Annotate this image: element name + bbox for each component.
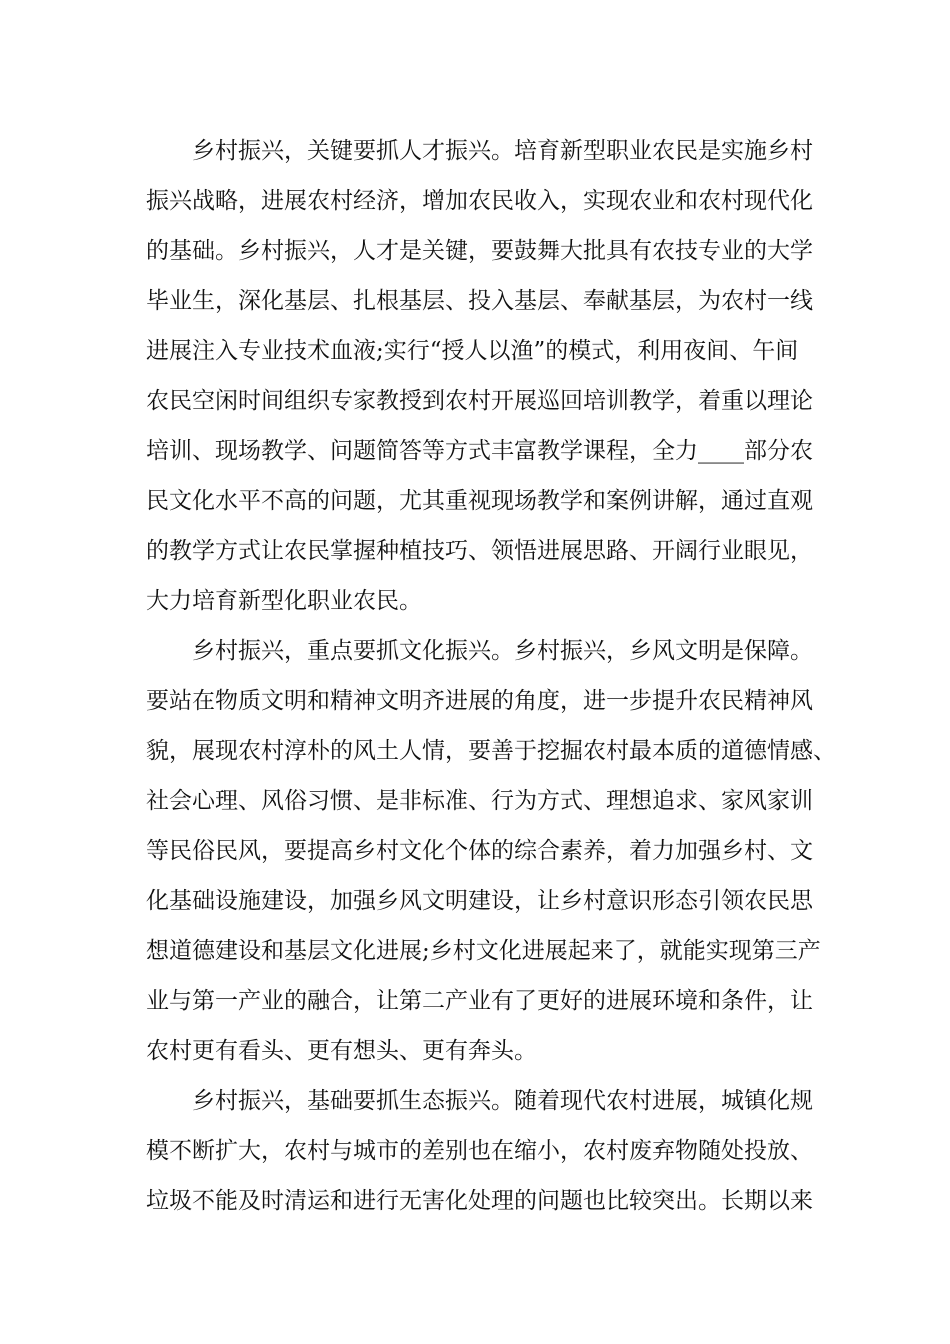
paragraph-1-line-10: 大力培育新型化职业农民。 [146,588,422,614]
paragraph-1-line-2: 振兴战略，进展农村经济，增加农民收入，实现农业和农村现代化 [146,188,813,214]
paragraph-3-line-3: 垃圾不能及时清运和进行无害化处理的问题也比较突出。长期以来 [146,1188,813,1214]
paragraph-3-line-1: 乡村振兴，基础要抓生态振兴。随着现代农村进展，城镇化规 [192,1088,813,1114]
paragraph-3-line-2: 模不断扩大，农村与城市的差别也在缩小，农村废弃物随处投放、 [146,1138,813,1164]
paragraph-1-line-5: 进展注入专业技术血液;实行“授人以渔”的模式，利用夜间、午间 [146,338,799,364]
paragraph-2-line-3: 貌，展现农村淳朴的风土人情，要善于挖掘农村最本质的道德情感、 [146,738,836,764]
paragraph-1-line-4: 毕业生，深化基层、扎根基层、投入基层、奉献基层，为农村一线 [146,288,813,314]
paragraph-1-line-1: 乡村振兴，关键要抓人才振兴。培育新型职业农民是实施乡村 [192,138,813,164]
paragraph-2-line-9: 农村更有看头、更有想头、更有奔头。 [146,1038,537,1064]
paragraph-1-line-6: 农民空闲时间组织专家教授到农村开展巡回培训教学，着重以理论 [146,388,813,414]
paragraph-1-line-3: 的基础。乡村振兴，人才是关键，要鼓舞大批具有农技专业的大学 [146,238,813,264]
paragraph-1-line-8: 民文化水平不高的问题，尤其重视现场教学和案例讲解，通过直观 [146,488,813,514]
paragraph-1-line-9: 的教学方式让农民掌握种植技巧、领悟进展思路、开阔行业眼见， [146,538,813,564]
paragraph-2-line-8: 业与第一产业的融合，让第二产业有了更好的进展环境和条件，让 [146,988,813,1014]
paragraph-2-line-7: 想道德建设和基层文化进展;乡村文化进展起来了，就能实现第三产 [146,938,821,964]
paragraph-2-line-6: 化基础设施建设，加强乡风文明建设，让乡村意识形态引领农民思 [146,888,813,914]
paragraph-2-line-5: 等民俗民风，要提高乡村文化个体的综合素养，着力加强乡村、文 [146,838,813,864]
paragraph-2-line-4: 社会心理、风俗习惯、是非标准、行为方式、理想追求、家风家训 [146,788,813,814]
paragraph-2-line-2: 要站在物质文明和精神文明齐进展的角度，进一步提升农民精神风 [146,688,813,714]
paragraph-1-line-7: 培训、现场教学、问题简答等方式丰富教学课程，全力____部分农 [146,438,813,464]
paragraph-2-line-1: 乡村振兴，重点要抓文化振兴。乡村振兴，乡风文明是保障。 [192,638,813,664]
